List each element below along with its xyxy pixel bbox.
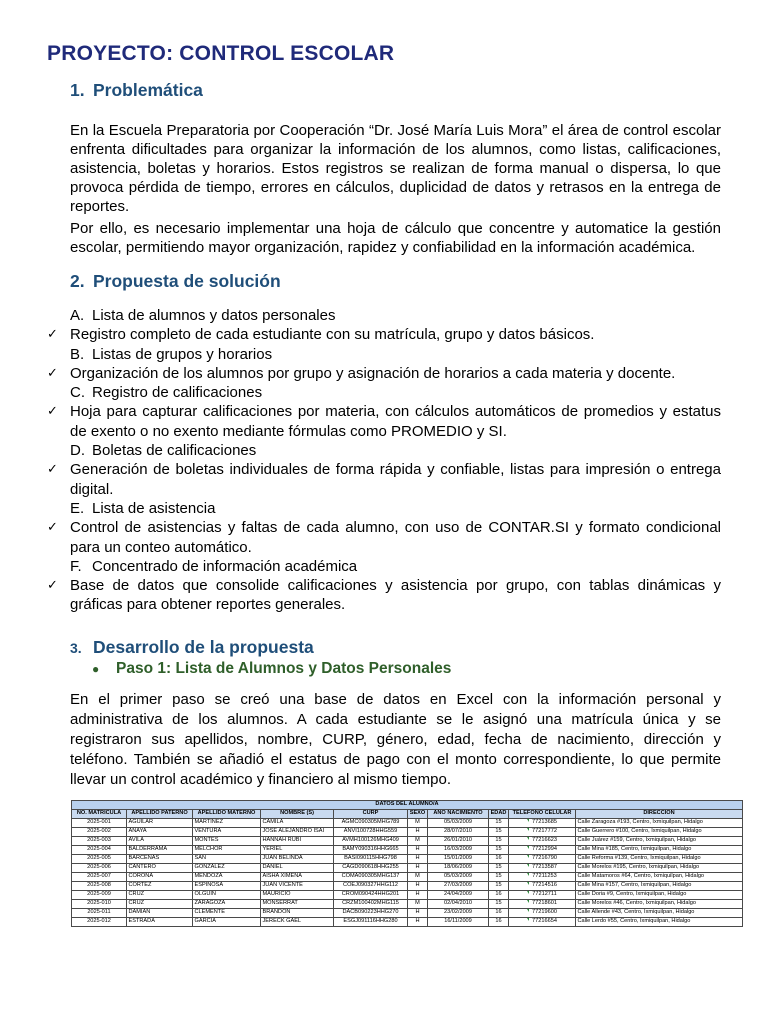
cell-flag-icon (527, 828, 529, 831)
table-cell: H (408, 918, 428, 927)
section-number: 1. (70, 80, 85, 100)
table-cell: H (408, 855, 428, 864)
table-cell: YERIEL (261, 846, 334, 855)
table-cell: AVMH100126MHG409 (334, 837, 408, 846)
table-cell: 15 (489, 846, 509, 855)
table-cell: 16 (489, 918, 509, 927)
cell-text: 77211253 (532, 873, 557, 880)
table-cell: MENDOZA (193, 873, 261, 882)
table-cell: 28/07/2010 (428, 828, 489, 837)
cell-flag-icon (527, 882, 529, 885)
table-cell: 16 (489, 855, 509, 864)
checkmark-icon: ✓ (47, 327, 58, 343)
table-row (72, 828, 743, 837)
table-cell: AGUILAR (127, 819, 193, 828)
table-cell (509, 873, 576, 882)
table-cell: CLEMENTE (193, 909, 261, 918)
table-cell: ESGJ091116HHG280 (334, 918, 408, 927)
table-cell: 15/01/2009 (428, 855, 489, 864)
table-cell: H (408, 891, 428, 900)
table-cell: CRUZ (127, 891, 193, 900)
table-cell: Calle Matamoros #64, Centro, Ixmiquilpan, Hidalgo (576, 873, 743, 882)
table-cell: SAN (193, 855, 261, 864)
table-cell: 2025-010 (72, 900, 127, 909)
table-cell: 15 (489, 828, 509, 837)
cell-flag-icon (527, 846, 529, 849)
table-cell: H (408, 909, 428, 918)
cell-flag-icon (527, 855, 529, 858)
table-cell: VENTURA (193, 828, 261, 837)
checkmark-icon: ✓ (47, 578, 58, 594)
table-cell: DAMIAN (127, 909, 193, 918)
section-number: 2. (70, 271, 85, 291)
table-cell (509, 846, 576, 855)
table-cell: 02/04/2010 (428, 900, 489, 909)
table-row (72, 891, 743, 900)
cell-flag-icon (527, 909, 529, 912)
cell-text: 77219600 (532, 909, 557, 916)
table-cell: Calle Morelos #195, Centro, Ixmiquilpan, Hidalgo (576, 864, 743, 873)
cell-text: 77216654 (532, 918, 557, 925)
table-cell: DACB090223HHG270 (334, 909, 408, 918)
cell-flag-icon (527, 837, 529, 840)
students-table (71, 800, 742, 927)
table-cell: 15 (489, 873, 509, 882)
table-cell: JERECK GAEL (261, 918, 334, 927)
table-cell: 2025-004 (72, 846, 127, 855)
table-row (72, 909, 743, 918)
table-cell: CORONA (127, 873, 193, 882)
section-title: Problemática (93, 80, 203, 100)
list-item-check: ✓ Base de datos que consolide calificaciones y asistencia por grupo, con tablas dinámicas y gráficas para obtener reportes generales. (47, 577, 721, 614)
cell-text: 77214516 (532, 882, 557, 889)
column-header: NO. MATRICULA (72, 810, 127, 819)
bullet-icon: ● (92, 662, 100, 676)
table-cell: ZARAGOZA (193, 900, 261, 909)
table-cell: 16/11/2009 (428, 918, 489, 927)
table-cell (509, 837, 576, 846)
table-cell: ESPINOSA (193, 882, 261, 891)
list-item-letter: D. Boletas de calificaciones (70, 442, 257, 460)
problem-paragraph-2: Por ello, es necesario implementar una hoja de cálculo que concentre y automatice la gestión escolar, permitiendo mayor organización, rapidez y confiabilidad en la información académica. (70, 220, 721, 256)
cell-text: 77217772 (532, 828, 557, 835)
table-cell (509, 819, 576, 828)
section-title: Desarrollo de la propuesta (93, 637, 314, 657)
table-cell: AGMC090305MHG789 (334, 819, 408, 828)
table-cell: 15 (489, 882, 509, 891)
table-cell: 2025-009 (72, 891, 127, 900)
table-cell (509, 855, 576, 864)
table-cell: 16/03/2009 (428, 846, 489, 855)
table-cell: JUAN VICENTE (261, 882, 334, 891)
cell-flag-icon (527, 819, 529, 822)
table-cell: 15 (489, 837, 509, 846)
list-item-check: ✓ Generación de boletas individuales de forma rápida y confiable, listas para impresión o entrega digital. (47, 461, 721, 498)
table-row (72, 855, 743, 864)
table-cell: Calle Allende #43, Centro, Ixmiquilpan, Hidalgo (576, 909, 743, 918)
table-cell: 2025-011 (72, 909, 127, 918)
column-header: CURP (334, 810, 408, 819)
table-cell: Calle Reforma #139, Centro, Ixmiquilpan, Hidalgo (576, 855, 743, 864)
table-cell: 2025-006 (72, 864, 127, 873)
table-cell: MONTES (193, 837, 261, 846)
table-cell: 27/03/2009 (428, 882, 489, 891)
table-cell: ANVI100728HHG559 (334, 828, 408, 837)
table-cell: CAGD090618HHG255 (334, 864, 408, 873)
table-cell: 24/04/2009 (428, 891, 489, 900)
table-cell (509, 882, 576, 891)
list-item-check: ✓ Organización de los alumnos por grupo y asignación de horarios a cada materia y docente. (47, 364, 676, 382)
table-cell (509, 891, 576, 900)
table-row (72, 900, 743, 909)
table-caption: DATOS DEL ALUMNO/A (72, 801, 743, 810)
step-heading: ● Paso 1: Lista de Alumnos y Datos Personales (92, 660, 452, 677)
table-cell (509, 900, 576, 909)
table-cell: BRANDON (261, 909, 334, 918)
table-cell (509, 918, 576, 927)
table-cell: MARTINEZ (193, 819, 261, 828)
cell-flag-icon (527, 864, 529, 867)
cell-flag-icon (527, 891, 529, 894)
table-cell: 16 (489, 891, 509, 900)
table-cell: COEJ090327HHG112 (334, 882, 408, 891)
problem-paragraph-1: En la Escuela Preparatoria por Cooperación “Dr. José María Luis Mora” el área de control escolar enfrenta dificultades para organizar la información de los alumnos, como listas, calificaciones, asistencia, boletas y horarios. Estos registros se realizan de forma manual o dispersa, lo que provoca pérdida de tiempo, errores en cálculos, duplicidad de datos y retrasos en la entrega de reportes. (70, 122, 721, 215)
table-cell: M (408, 819, 428, 828)
table-cell: CRZM100402MHG115 (334, 900, 408, 909)
table-cell: 26/01/2010 (428, 837, 489, 846)
table-cell: MELCHOR (193, 846, 261, 855)
table-cell: BALDERRAMA (127, 846, 193, 855)
table-cell: BARCENAS (127, 855, 193, 864)
development-paragraph: En el primer paso se creó una base de datos en Excel con la información personal y administrativa de los alumnos. A cada estudiante se le asignó una matrícula única y se registraron sus apellidos, nombre, CURP, género, edad, fecha de nacimiento, dirección y teléfono. También se añadió el estatus de pago con el monto correspondiente, lo que permite llevar un control académico y financiero al mismo tiempo. (70, 691, 721, 788)
table-cell: 15 (489, 819, 509, 828)
list-item-letter: E. Lista de asistencia (70, 499, 216, 517)
section-heading-desarrollo (70, 637, 314, 658)
cell-text: 77218601 (532, 900, 557, 907)
table-cell: Calle Juárez #159, Centro, Ixmiquilpan, Hidalgo (576, 837, 743, 846)
table-cell: Calle Morelos #46, Centro, Ixmiquilpan, Hidalgo (576, 900, 743, 909)
cell-text: 77216790 (532, 855, 557, 862)
table-row (72, 882, 743, 891)
table-cell: 18/06/2009 (428, 864, 489, 873)
table-cell (509, 828, 576, 837)
table-cell: 2025-012 (72, 918, 127, 927)
table-body (72, 819, 743, 927)
column-header: DIRECCIÓN (576, 810, 743, 819)
table-cell: 15 (489, 864, 509, 873)
table-cell: JUAN BELINDA (261, 855, 334, 864)
list-item-letter: C. Registro de calificaciones (70, 384, 263, 402)
table-cell (509, 864, 576, 873)
cell-flag-icon (527, 900, 529, 903)
table-cell: Calle Mina #157, Centro, Ixmiquilpan, Hidalgo (576, 882, 743, 891)
table-cell: H (408, 846, 428, 855)
table-cell: CROM090424HHG201 (334, 891, 408, 900)
table-cell: 2025-003 (72, 837, 127, 846)
list-item-check: ✓ Control de asistencias y faltas de cada alumno, con uso de CONTAR.SI y formato condicional para un conteo automático. (47, 519, 721, 556)
section-number: 3. (70, 640, 82, 656)
table-row (72, 846, 743, 855)
table-cell: Calle Lerdo #55, Centro, Ixmiquilpan, Hidalgo (576, 918, 743, 927)
table-cell: JOSE ALEJANDRO ISAI (261, 828, 334, 837)
table-row (72, 819, 743, 828)
checkmark-icon: ✓ (47, 404, 58, 420)
column-header: EDAD (489, 810, 509, 819)
cell-text: 77212994 (532, 846, 557, 853)
checkmark-icon: ✓ (47, 462, 58, 478)
cell-text: 77212711 (532, 891, 557, 898)
list-item-letter: A. Lista de alumnos y datos personales (70, 307, 336, 324)
page-title: PROYECTO: CONTROL ESCOLAR (47, 42, 395, 65)
table-cell: HANNAH RUBI (261, 837, 334, 846)
column-header: TELEFONO CELULAR (509, 810, 576, 819)
list-item-check: ✓ Registro completo de cada estudiante con su matrícula, grupo y datos básicos. (47, 326, 595, 344)
section-heading-propuesta (70, 271, 281, 292)
checkmark-icon: ✓ (47, 520, 58, 536)
table-cell: M (408, 873, 428, 882)
table-cell: Calle Mina #185, Centro, Ixmiquilpan, Hidalgo (576, 846, 743, 855)
table-cell: H (408, 864, 428, 873)
table-cell: DANIEL (261, 864, 334, 873)
table-cell: M (408, 900, 428, 909)
table-cell: BASI090115HHG798 (334, 855, 408, 864)
section-title: Propuesta de solución (93, 271, 281, 291)
cell-text: 77216623 (532, 837, 557, 844)
table-cell: 23/02/2009 (428, 909, 489, 918)
section-heading-problematica (70, 80, 203, 101)
table-cell: Calle Zaragoza #193, Centro, Ixmiquilpan, Hidalgo (576, 819, 743, 828)
table-cell: AVILA (127, 837, 193, 846)
solution-list (47, 306, 721, 615)
table-cell: BAMY090316HHG665 (334, 846, 408, 855)
column-header: NOMBRE (S) (261, 810, 334, 819)
column-header: AÑO NACIMIENTO (428, 810, 489, 819)
list-item-check: ✓ Hoja para capturar calificaciones por materia, con cálculos automáticos de promedios y estatus de exento o no exento mediante fórmulas como PROMEDIO y SI. (47, 403, 721, 440)
table-cell: 2025-008 (72, 882, 127, 891)
table-cell: H (408, 882, 428, 891)
table-cell: GARCIA (193, 918, 261, 927)
table-cell: H (408, 828, 428, 837)
cell-text: 77213587 (532, 864, 557, 871)
table-cell: COMA090305MHG137 (334, 873, 408, 882)
table-cell: 05/03/2009 (428, 873, 489, 882)
cell-text: 77213685 (532, 819, 557, 826)
column-header: SEXO (408, 810, 428, 819)
table-cell: CAMILA (261, 819, 334, 828)
table-cell: 2025-005 (72, 855, 127, 864)
table-cell: MAURICIO (261, 891, 334, 900)
table-row (72, 837, 743, 846)
list-item-letter: B. Listas de grupos y horarios (70, 345, 273, 363)
table-cell: OLGUIN (193, 891, 261, 900)
table-cell: 2025-001 (72, 819, 127, 828)
table-row (72, 873, 743, 882)
table-cell (509, 909, 576, 918)
table-cell: CRUZ (127, 900, 193, 909)
table-row (72, 864, 743, 873)
column-header: APELLIDO MATERNO (193, 810, 261, 819)
table-cell: 05/03/2009 (428, 819, 489, 828)
table-cell: M (408, 837, 428, 846)
table-cell: GONZALEZ (193, 864, 261, 873)
table-cell: 2025-007 (72, 873, 127, 882)
table-cell: CANTERO (127, 864, 193, 873)
table-cell: ESTRADA (127, 918, 193, 927)
table-row (72, 918, 743, 927)
checkmark-icon: ✓ (47, 365, 58, 381)
table-cell: ANAYA (127, 828, 193, 837)
table-cell: 2025-002 (72, 828, 127, 837)
cell-flag-icon (527, 918, 529, 921)
table-cell: MONSERRAT (261, 900, 334, 909)
table-cell: AISHA XIMENA (261, 873, 334, 882)
cell-flag-icon (527, 873, 529, 876)
table-header-row (72, 810, 743, 819)
table-cell: 16 (489, 909, 509, 918)
list-item-letter: F. Concentrado de información académica (70, 557, 358, 575)
column-header: APELLIDO PATERNO (127, 810, 193, 819)
table-cell: Calle Guerrero #100, Centro, Ixmiquilpan, Hidalgo (576, 828, 743, 837)
table-cell: CORTEZ (127, 882, 193, 891)
table-cell: Calle Doria #9, Centro, Ixmiquilpan, Hidalgo (576, 891, 743, 900)
table-cell: 15 (489, 900, 509, 909)
